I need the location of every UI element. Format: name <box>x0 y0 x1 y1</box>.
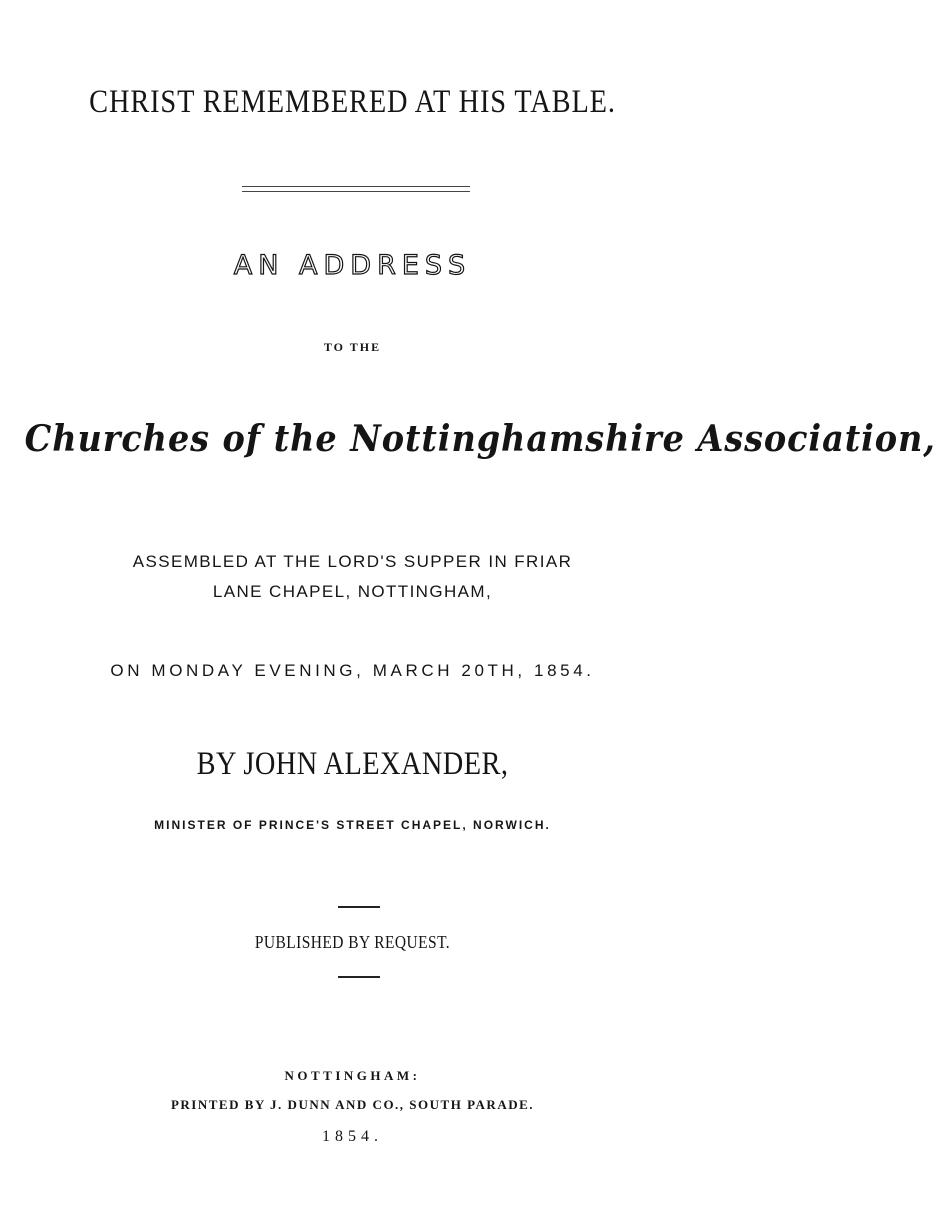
imprint-printer: PRINTED BY J. DUNN AND CO., SOUTH PARADE. <box>170 1097 535 1112</box>
author-role: MINISTER OF PRINCE'S STREET CHAPEL, NORWICH. <box>154 818 551 832</box>
subtitle-text: AN ADDRESS <box>233 250 472 281</box>
short-rule-bottom <box>338 976 380 978</box>
assembled-text <box>0 547 705 607</box>
subtitle-an-address <box>0 250 705 281</box>
published-note: PUBLISHED BY REQUEST. <box>254 932 451 952</box>
to-the-label: TO THE <box>323 340 382 354</box>
date-line: ON MONDAY EVENING, MARCH 20TH, 1854. <box>110 661 595 680</box>
short-rule-top <box>338 906 380 908</box>
assembled-line-2: LANE CHAPEL, NOTTINGHAM, <box>212 582 493 601</box>
page-title: CHRIST REMEMBERED AT HIS TABLE. <box>89 84 616 120</box>
double-rule-divider <box>242 186 470 192</box>
author-line: BY JOHN ALEXANDER, <box>196 746 509 782</box>
imprint-place: NOTTINGHAM: <box>284 1068 421 1083</box>
churches-heading: Churches of the Nottinghamshire Association, <box>24 418 936 460</box>
assembled-line-1: ASSEMBLED AT THE LORD'S SUPPER IN FRIAR <box>132 552 573 571</box>
imprint-year: 1854. <box>322 1128 383 1145</box>
